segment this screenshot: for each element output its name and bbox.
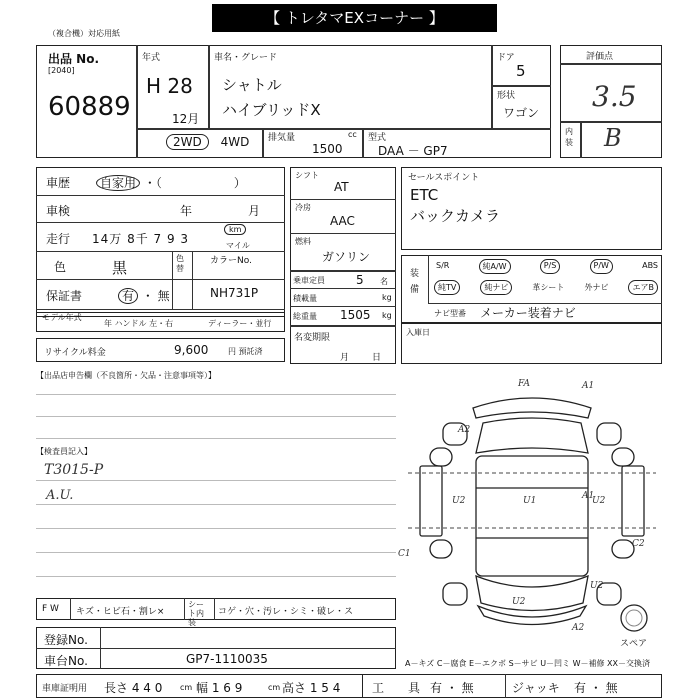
diag-mark-a1-top: A1 — [582, 381, 595, 391]
name-change-day: 日 — [372, 353, 382, 363]
mileage-label: 走行 — [46, 232, 71, 246]
ac-value: AAC — [330, 214, 355, 228]
shape-label: 形状 — [497, 91, 516, 101]
eq-abs: ABS — [642, 261, 658, 270]
lot-code: [2040] — [48, 66, 75, 75]
drive-options — [166, 135, 249, 149]
fw-items: キズ・ヒビ石・割レ× — [76, 607, 165, 617]
name-change-month: 月 — [340, 353, 350, 363]
history-rest: ・（ ） — [143, 176, 246, 190]
history-value — [96, 174, 246, 191]
diag-mark-a2-rear: A2 — [572, 623, 585, 633]
fw-label: F W — [42, 604, 59, 614]
diag-mark-a1-side: A1 — [582, 491, 595, 501]
model-label: 型式 — [368, 133, 387, 143]
fuel-value: ガソリン — [322, 250, 371, 264]
seat-label: シート内装 — [188, 600, 204, 627]
jack-value: 有 ・ 無 — [574, 681, 618, 695]
year-month: 12月 — [172, 112, 200, 126]
score-value: 3.5 — [592, 80, 637, 113]
load-label: 積載量 — [293, 294, 317, 303]
year-era: H 28 — [146, 74, 193, 98]
eq-tv: 純TV — [434, 280, 460, 295]
eq-leather: 革シート — [532, 283, 565, 292]
eq-airbag: エアB — [628, 280, 658, 295]
drive-4wd: 4WD — [220, 135, 250, 149]
fuel-label: 燃料 — [295, 237, 311, 246]
recycle-unit: 円 預託済 — [228, 347, 263, 356]
capacity-value: 5 — [356, 273, 364, 287]
inspector-line2: A.U. — [46, 488, 74, 503]
lot-number: 60889 — [48, 92, 131, 122]
chassis-value: GP7-1110035 — [186, 652, 268, 666]
vehicle-grade: ハイブリッドX — [222, 101, 321, 119]
ac-label: 冷房 — [295, 203, 311, 212]
warranty-selected: 有 — [118, 288, 138, 304]
eq-aw: 純A/W — [479, 259, 511, 274]
top-note: （複合機）対応用紙 — [48, 29, 120, 38]
color-replaced-label: 色替 — [176, 254, 184, 273]
car-damage-diagram — [398, 378, 666, 678]
color-code: NH731P — [210, 286, 259, 300]
tools-value: 有 ・ 無 — [430, 681, 474, 695]
eq-ext-navi: 外ナビ — [584, 283, 609, 292]
diag-mark-u2-bottom: U2 — [512, 597, 526, 607]
weight-value: 1505 — [340, 308, 371, 322]
color-label: 色 — [54, 260, 67, 274]
history-label: 車歴 — [46, 176, 71, 190]
eq-navi: 純ナビ — [480, 280, 512, 295]
color-value: 黒 — [112, 259, 128, 277]
displacement-value: 1500 — [312, 142, 343, 156]
capacity-label: 乗車定員 — [293, 276, 325, 285]
seller-notes-label: 【出品店申告欄（不良箇所・欠品・注意事項等）】 — [36, 371, 216, 380]
recycle-value: 9,600 — [174, 343, 209, 357]
jack-label: ジャッキ — [512, 681, 560, 695]
diag-mark-a2-top: A2 — [458, 425, 471, 435]
inspection-month: 月 — [248, 204, 261, 218]
lot-label: 出品 No. — [48, 52, 100, 66]
capacity-unit: 名 — [380, 277, 388, 286]
spare-label: スペア — [620, 639, 648, 649]
shift-label: シフト — [295, 171, 319, 180]
interior-label: 内装 — [565, 127, 573, 147]
handle-text: 年 ハンドル 左・右 — [104, 319, 174, 328]
equipment-label: 装備 — [410, 269, 420, 295]
diag-mark-fa: FA — [518, 379, 530, 389]
weight-unit: kg — [382, 311, 392, 320]
cert-unit-2: cm — [268, 683, 281, 692]
seat-items: コゲ・穴・汚レ・シミ・破レ・ス — [218, 607, 354, 617]
inbound-label: 入庫日 — [406, 328, 430, 337]
cert-length: 長さ 4 4 0 — [104, 681, 163, 695]
history-selected: 自家用 — [96, 175, 140, 191]
diag-mark-c2: C2 — [632, 539, 645, 549]
reg-label: 登録No. — [44, 633, 88, 647]
shift-value: AT — [334, 180, 349, 194]
dealer-text: ディーラー・並行 — [208, 319, 272, 328]
year-label: 年式 — [142, 53, 161, 63]
navi-model-value: メーカー装着ナビ — [480, 306, 576, 320]
sales-line2: バックカメラ — [410, 207, 501, 225]
sales-line1: ETC — [410, 186, 439, 204]
diag-mark-u2-rear: U2 — [590, 581, 604, 591]
damage-legend: A－キズ C－腐食 E－エクボ S－サビ U－凹ミ W－補修 XX－交換済 — [405, 659, 651, 668]
eq-pw: P/W — [590, 259, 613, 274]
shape-value: ワゴン — [503, 106, 540, 120]
mileage-unit-km: km — [224, 224, 246, 235]
tools-label: 工 具 — [372, 681, 421, 695]
displacement-unit: cc — [348, 130, 357, 139]
cert-unit-1: cm — [180, 683, 193, 692]
diag-mark-u2-right: U2 — [592, 496, 606, 506]
door-label: ドア — [497, 53, 515, 63]
inbound-box — [401, 323, 662, 364]
equipment-row1 — [436, 259, 658, 274]
door-value: 5 — [516, 62, 526, 80]
header-banner — [212, 4, 497, 32]
equipment-row2 — [434, 280, 658, 295]
mileage-value: 14万 8千 7 9 3 — [92, 232, 190, 246]
vehicle-name-label: 車名・グレード — [214, 53, 278, 63]
drive-2wd: 2WD — [166, 134, 209, 150]
chassis-label: 車台No. — [44, 654, 88, 668]
diag-mark-u1: U1 — [523, 496, 537, 506]
inspector-line1: T3015-P — [44, 462, 104, 478]
vehicle-name: シャトル — [222, 76, 282, 94]
eq-ps: P/S — [540, 259, 561, 274]
recycle-label: リサイクル料金 — [44, 348, 106, 358]
warranty-value — [118, 287, 170, 304]
inspection-label: 車検 — [46, 204, 71, 218]
cert-width: 幅 1 6 9 — [196, 681, 243, 695]
inspector-label: 【検査員記入】 — [36, 447, 92, 456]
model-value: DAA － GP7 — [378, 144, 448, 158]
cert-label: 車庫証明用 — [42, 684, 88, 694]
mileage-unit-mile: マイル — [226, 241, 250, 250]
sales-label: セールスポイント — [408, 173, 480, 183]
eq-sr: S/R — [436, 261, 450, 270]
name-change-label: 名変期限 — [294, 333, 331, 343]
diag-mark-c1: C1 — [398, 549, 411, 559]
model-year-label: モデル年式 — [42, 313, 82, 322]
color-code-label: カラーNo. — [210, 256, 252, 266]
navi-model-label: ナビ型番 — [434, 309, 466, 318]
load-unit: kg — [382, 293, 392, 302]
header-title: 【 トレタマEXコーナー 】 — [265, 9, 444, 27]
displacement-label: 排気量 — [268, 133, 296, 143]
cert-height: 高さ 1 5 4 — [282, 681, 341, 695]
interior-value: B — [604, 124, 622, 152]
diag-mark-u2-left: U2 — [452, 496, 466, 506]
warranty-other: ・ 無 — [141, 289, 170, 303]
weight-label: 総重量 — [293, 312, 317, 321]
warranty-label: 保証書 — [46, 289, 83, 303]
inspection-year: 年 — [180, 204, 193, 218]
score-label: 評価点 — [586, 52, 614, 62]
